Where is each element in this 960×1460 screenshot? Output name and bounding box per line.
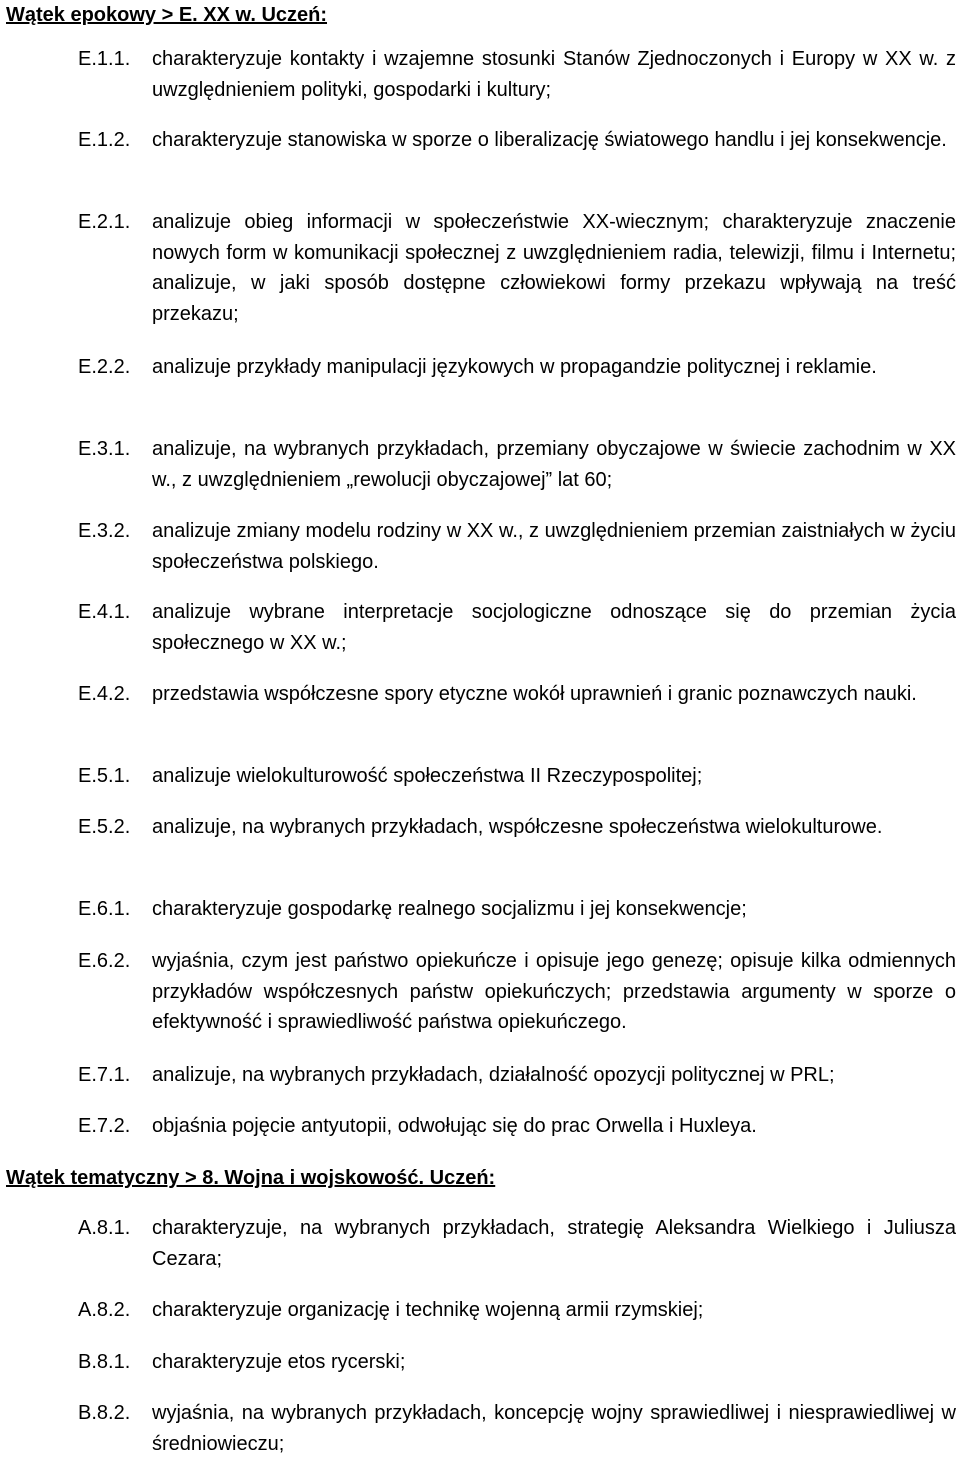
item-text: wyjaśnia, na wybranych przykładach, koncepcję wojny sprawiedliwej i niesprawiedliwej w średniowieczu; <box>152 1402 956 1455</box>
item-code: A.8.2. <box>78 1299 131 1321</box>
item-text: charakteryzuje organizację i technikę wojenną armii rzymskiej; <box>152 1299 704 1321</box>
item-code: E.4.2. <box>78 683 131 705</box>
list-item <box>78 812 956 843</box>
item-code: B.8.2. <box>78 1402 131 1424</box>
list-item <box>78 207 956 329</box>
list-item <box>78 1398 956 1459</box>
item-text: charakteryzuje stanowiska w sporze o liberalizację światowego handlu i jej konsekwencje. <box>152 129 947 151</box>
item-text: analizuje zmiany modelu rodziny w XX w., z uwzględnieniem przemian zaistniałych w życiu społeczeństwa polskiego. <box>152 520 956 573</box>
item-code: E.1.2. <box>78 129 131 151</box>
item-code: E.2.1. <box>78 211 131 233</box>
item-text: analizuje, na wybranych przykładach, działalność opozycji politycznej w PRL; <box>152 1064 835 1086</box>
list-item <box>78 1347 956 1378</box>
item-text: analizuje, na wybranych przykładach, współczesne społeczeństwa wielokulturowe. <box>152 816 883 838</box>
item-code: E.6.2. <box>78 950 131 972</box>
item-code: E.3.2. <box>78 520 131 542</box>
item-text: wyjaśnia, czym jest państwo opiekuńcze i opisuje jego genezę; opisuje kilka odmiennych przykładów współczesnych państw opiekuńczych; przedstawia argumenty w sporze o efektywność i sprawiedliwość państwa opiekuńczego. <box>152 950 956 1033</box>
list-item <box>78 1060 956 1091</box>
list-item <box>78 597 956 658</box>
item-text: charakteryzuje kontakty i wzajemne stosunki Stanów Zjednoczonych i Europy w XX w. z uwzględnieniem polityki, gospodarki i kultury; <box>152 48 956 101</box>
list-item <box>78 1295 956 1326</box>
item-code: E.4.1. <box>78 601 131 623</box>
item-text: charakteryzuje gospodarkę realnego socjalizmu i jej konsekwencje; <box>152 898 747 920</box>
list-item <box>78 434 956 495</box>
item-text: analizuje przykłady manipulacji językowych w propagandzie politycznej i reklamie. <box>152 356 877 378</box>
item-code: E.3.1. <box>78 438 131 460</box>
item-text: analizuje obieg informacji w społeczeństwie XX-wiecznym; charakteryzuje znaczenie nowych form w komunikacji społecznej z uwzględnieniem radia, telewizji, filmu i Internetu; analizuje, w jaki sposób dostępne człowiekowi formy przekazu wpływają na treść przekazu; <box>152 211 956 325</box>
item-text: charakteryzuje, na wybranych przykładach, strategię Aleksandra Wielkiego i Juliusza Cezara; <box>152 1217 956 1270</box>
list-item <box>78 44 956 105</box>
item-text: analizuje wielokulturowość społeczeństwa II Rzeczypospolitej; <box>152 765 703 787</box>
item-text: analizuje wybrane interpretacje socjologiczne odnoszące się do przemian życia społecznego w XX w.; <box>152 601 956 654</box>
item-code: E.5.2. <box>78 816 131 838</box>
item-text: przedstawia współczesne spory etyczne wokół uprawnień i granic poznawczych nauki. <box>152 683 917 705</box>
list-item <box>78 125 956 156</box>
item-code: E.2.2. <box>78 356 131 378</box>
list-item <box>78 1111 956 1142</box>
item-code: E.7.1. <box>78 1064 131 1086</box>
item-text: objaśnia pojęcie antyutopii, odwołując się do prac Orwella i Huxleya. <box>152 1115 757 1137</box>
list-item <box>78 516 956 577</box>
item-code: E.1.1. <box>78 48 131 70</box>
item-code: E.7.2. <box>78 1115 131 1137</box>
item-text: analizuje, na wybranych przykładach, przemiany obyczajowe w świecie zachodnim w XX w., z uwzględnieniem „rewolucji obyczajowej” lat 60; <box>152 438 956 491</box>
list-item <box>78 761 956 792</box>
section-heading-war: Wątek tematyczny > 8. Wojna i wojskowość. Uczeń: <box>6 1167 496 1189</box>
list-item <box>78 1213 956 1274</box>
item-code: B.8.1. <box>78 1351 131 1373</box>
list-item <box>78 894 956 925</box>
item-text: charakteryzuje etos rycerski; <box>152 1351 406 1373</box>
list-item <box>78 679 956 710</box>
item-code: E.6.1. <box>78 898 131 920</box>
list-item <box>78 946 956 1038</box>
item-code: A.8.1. <box>78 1217 131 1239</box>
section-heading-epoch: Wątek epokowy > E. XX w. Uczeń: <box>6 4 328 26</box>
item-code: E.5.1. <box>78 765 131 787</box>
list-item <box>78 352 956 383</box>
